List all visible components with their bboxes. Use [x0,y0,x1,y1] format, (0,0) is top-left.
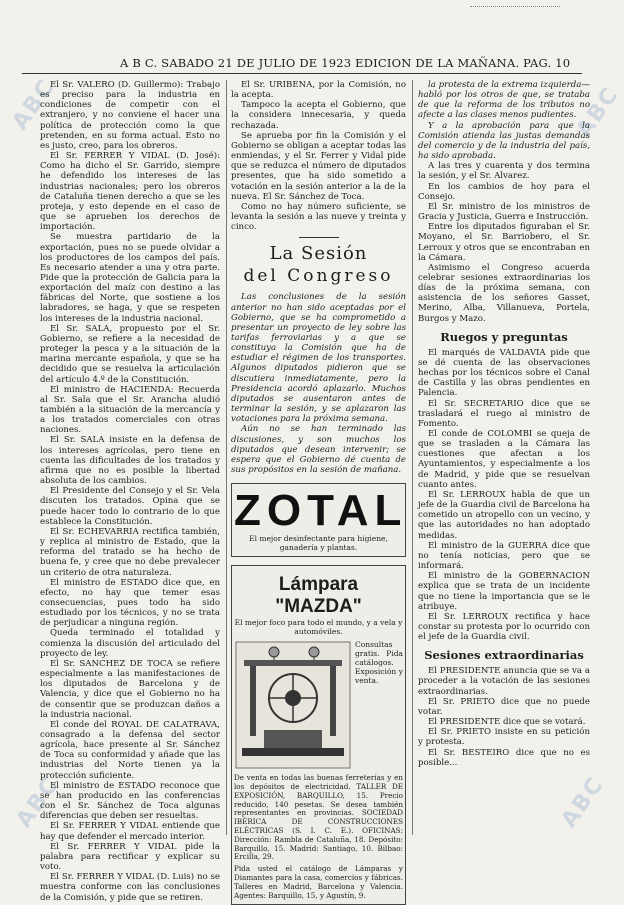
zotal-brand: ZOTAL [234,486,408,536]
paragraph: El Sr. SECRETARIO dice que se trasladará el ruego al ministro de Fomento. [418,398,590,429]
column-1 [40,80,220,903]
paragraph: Tampoco la acepta el Gobierno, que la considera innecesaria, y queda rechazada. [231,100,406,131]
paragraph: El Sr. FERRER Y VIDAL (D. Luis) no se muestra conforme con las conclusiones de la Comisión, y pide que se retiren. [40,872,220,903]
paragraph: El Sr. FERRER Y VIDAL pide la palabra para rectificar y explicar su voto. [40,841,220,873]
section-title: La Sesión [269,243,368,265]
section-intro-2: Aún no se han terminado las discusiones, y son muchos los diputados que desean intervenir; se espera que el Gobierno dé cuenta de sus propósitos en la sesión de mañana. [231,424,406,475]
paragraph: El Sr. LERROUX habla de que un jefe de la Guardia civil de Barcelona ha cometido un atropello con un vecino, y que las autoridades no han adoptado medidas. [418,489,590,541]
advert-zotal [231,483,406,557]
paragraph: Y a la aprobación para que la Comisión atienda las justas demandas del comercio y de la industria del país, ha sido aprobada. [418,120,590,162]
paragraph: El Sr. SALA, propuesto por el Sr. Gobierno, se refiere a la necesidad de proteger la pesca y a la situación de la marina mercante española, y que se ha decidido que se resuelva la articulación del artículo 4.º de la Constitución. [40,323,220,385]
column-3 [418,80,590,835]
subheading-sesiones: Sesiones extraordinarias [424,648,584,663]
column-divider [412,80,413,835]
section-title-line-2: del Congreso [243,266,394,287]
paragraph: Se aprueba por fin la Comisión y el Gobierno se obligan a aceptar todas las enmiendas, y el Sr. Ferrer y Vidal pide que se reduzca el número de diputados presentes, que ha sido sometido a votación en la sesión anterior a la de la nueva. El Sr. Sánchez de Toca. [231,130,406,202]
paragraph: Como no hay número suficiente, se levanta la sesión a las nueve y treinta y cinco. [231,201,406,233]
paragraph: En los cambios de hoy para el Consejo. [418,181,590,202]
watermark-bottom-right: ABC [556,772,610,833]
paragraph: A las tres y cuarenta y dos termina la sesión, y el Sr. Alvarez. [418,161,590,182]
paragraph: El ministro de la GOBERNACION explica que se trata de un incidente que no tiene la importancia que se le atribuye. [418,571,590,612]
subheading-ruegos: Ruegos y preguntas [440,329,568,344]
paragraph: El Sr. ECHEVARRIA rectifica también, y replica al ministro de Estado, que la reforma del tratado se ha hecho de buena fe, y cree que no debe prevalecer un criterio de otra naturaleza. [40,526,220,578]
watermark-bottom-left: ABC [11,772,65,833]
header-rule [22,73,582,74]
paragraph: Se muestra partidario de la exportación, pues no se puede olvidar a los productores de los campos del país. Es necesario atender a una y otra parte. Pide que la protección de Galicia para la exportación del maíz con destino a las fábricas del Norte, que sostiene a los labradores, se haga, y que se respeten los intereses de la industria nacional. [40,232,220,324]
factory-machine-illustration [234,640,352,770]
paragraph: Queda terminado el totalidad y comienza la discusión del articulado del proyecto de ley. [40,628,220,659]
mazda-illustration-row [234,640,403,770]
section-intro: Las conclusiones de la sesión anterior no han sido aceptadas por el Gobierno, que se ha comprometido a presentar un proyecto de ley sobre las tarifas ferroviarias y a que se constituya la Comisión que ha de estudiar el régimen de los transportes. Algunos diputados pidieron que se discutiera inmediatamente, pero la Presidencia acordó aplazarlo. Muchos diputados se ausentaron antes de terminar la sesión, y se aplazaron las votaciones para la próxima semana. [231,292,406,425]
zotal-tagline: El mejor desinfectante para higiene, ganadería y plantas. [249,534,388,553]
column-2 [231,80,408,900]
mazda-side-text: Consultas gratis. Pida catálogos. Exposición y venta. [355,640,403,686]
watermark-top-right: ABC [571,82,624,143]
mazda-body: De venta en todas las buenas ferreterías y en los depósitos de electricidad. TALLER DE EXPOSICIÓN, BARQUILLO, 15. Precio reducido, 140 pesetas. Se desea también representantes en provincias. SOCIEDAD IBÉRICA DE CONSTRUCCIONES ELÉCTRICAS (S. I. C. E.). OFICINAS: Dirección: Rambla de Cataluña, 18. Depósito: Barquillo, 15. Madrid: Santiago, 10. Bilbao: Ercilla, 29. [234,773,403,862]
paragraph: El Sr. PRIETO dice que no puede votar. [418,696,590,717]
top-edge-mark [470,0,560,7]
paragraph: El Sr. BESTEIRO dice que no es posible... [418,747,590,768]
paragraph: El ministro de la GUERRA dice que no tenía noticias, pero que se informará. [418,540,590,572]
paragraph: El PRESIDENTE dice que se votará. [428,717,586,728]
mazda-brand: Lámpara "MAZDA" [275,574,362,618]
paragraph: El Presidente del Consejo y el Sr. Vela discuten los tratados. Opina que se puede hacer todo lo contrario de lo que establece la Constitución. [40,486,220,527]
paragraph: El Sr. LERROUX rectifica y hace constar su protesta por lo ocurrido con el jefe de la Guardia civil. [418,611,590,643]
paragraph: Asimismo el Congreso acuerda celebrar sesiones extraordinarias los días de la próxima semana, con asistencia de los señores Gasset, Merino, Alba, Villanueva, Portela, Burgos y Mazo. [418,262,590,324]
paragraph: El PRESIDENTE anuncia que se va a proceder a la votación de las sesiones extraordinarias. [418,666,590,697]
mazda-tagline: El mejor foco para todo el mundo, y a vela y automóviles. [234,618,403,637]
paragraph: El ministro de HACIENDA: Recuerda al Sr. Sala que el Sr. Arancha aludió también a la situación de la mercancía y a los tratados comerciales con otras naciones. [40,384,220,436]
paragraph: Entre los diputados figuraban el Sr. Moyano, el Sr. Barriobero, el Sr. Lerroux y otros que se encontraban en la Cámara. [418,222,590,263]
paragraph: El Sr. FERRER Y VIDAL entiende que hay que defender el mercado interior. [40,821,220,842]
paragraph: El Sr. URIBENA, por la Comisión, no la acepta. [231,80,406,101]
paragraph: El Sr. ministro de los ministros de Gracia y Justicia, Guerra e Instrucción. [418,201,590,223]
paragraph: El marqués de VALDAVIA pide que se dé cuenta de las observaciones hechas por los técnicos sobre el Canal de Castilla y las obras pendientes en Palencia. [418,347,590,399]
advert-mazda [231,565,406,905]
section-rule [299,237,339,238]
paragraph: El conde del ROYAL DE CALATRAVA, consagrado a la defensa del sector agrícola, hace presente al Sr. Sánchez de Toca su conformidad y añade que las industrias del Norte tienen ya la protección suficiente. [40,719,220,781]
paragraph: El Sr. PRIETO insiste en su petición y protesta. [418,727,590,748]
page-header: A B C. SABADO 21 DE JULIO DE 1923 EDICION DE LA MAÑANA. PAG. 10 [120,56,571,70]
mazda-footer: Pida usted el catálogo de Lámparas y Diamantes para la casa, comercios y fábricas. Talleres en Madrid, Barcelona y Valencia. Agentes: Barquillo, 15, y Agustín, 9. [234,864,403,900]
paragraph: El Sr. FERRER Y VIDAL (D. José): Como ha dicho el Sr. Garrido, siempre he defendido los intereses de las industrias nacionales; pero los obreros de Cataluña tienen derecho a que se les proteja, y esto depende en el caso de que se aprueben los derechos de importación. [40,151,220,233]
paragraph: El ministro de ESTADO reconoce que se han producido en las conferencias con el Sr. Sánchez de Toca algunas diferencias que deben ser resueltas. [40,780,220,822]
column-divider [226,80,227,835]
paragraph: El conde de COLOMBI se queja de que se trasladen a la Cámara las cuestiones que afectan a los Ayuntamientos, y especialmente a los de Madrid, y pide que se resuelvan cuanto antes. [418,429,590,490]
paragraph: El Sr. SANCHEZ DE TOCA se refiere especialmente a las manifestaciones de los diputados de Barcelona y de Valencia, y dice que el Gobierno no ha de consentir que se produzcan daños a la industria nacional. [40,658,220,720]
paragraph: El Sr. SALA insiste en la defensa de los intereses agrícolas, pero tiene en cuenta las dificultades de los tratados y afirma que no es posible la libertad absoluta de los cambios. [40,435,220,487]
paragraph: la protesta de la extrema izquierda—habló por los otros de que, se trataba de que la reforma de los tributos no afecte a las clases menos pudientes. [418,80,590,121]
paragraph: El Sr. VALERO (D. Guillermo): Trabajo es preciso para la industria en condiciones de competir con el extranjero, y no conviene el hacer una política de protección como la que pretenden, en su forma actual. Esto no es justo, creo, para los obreros. [40,80,220,151]
watermark-top-left: ABC [7,74,61,135]
paragraph: El ministro de ESTADO dice que, en efecto, no hay que temer esas consecuencias, pues todo ha sido estudiado por los técnicos, y no se trata de perjudicar a ninguna región. [40,577,220,629]
